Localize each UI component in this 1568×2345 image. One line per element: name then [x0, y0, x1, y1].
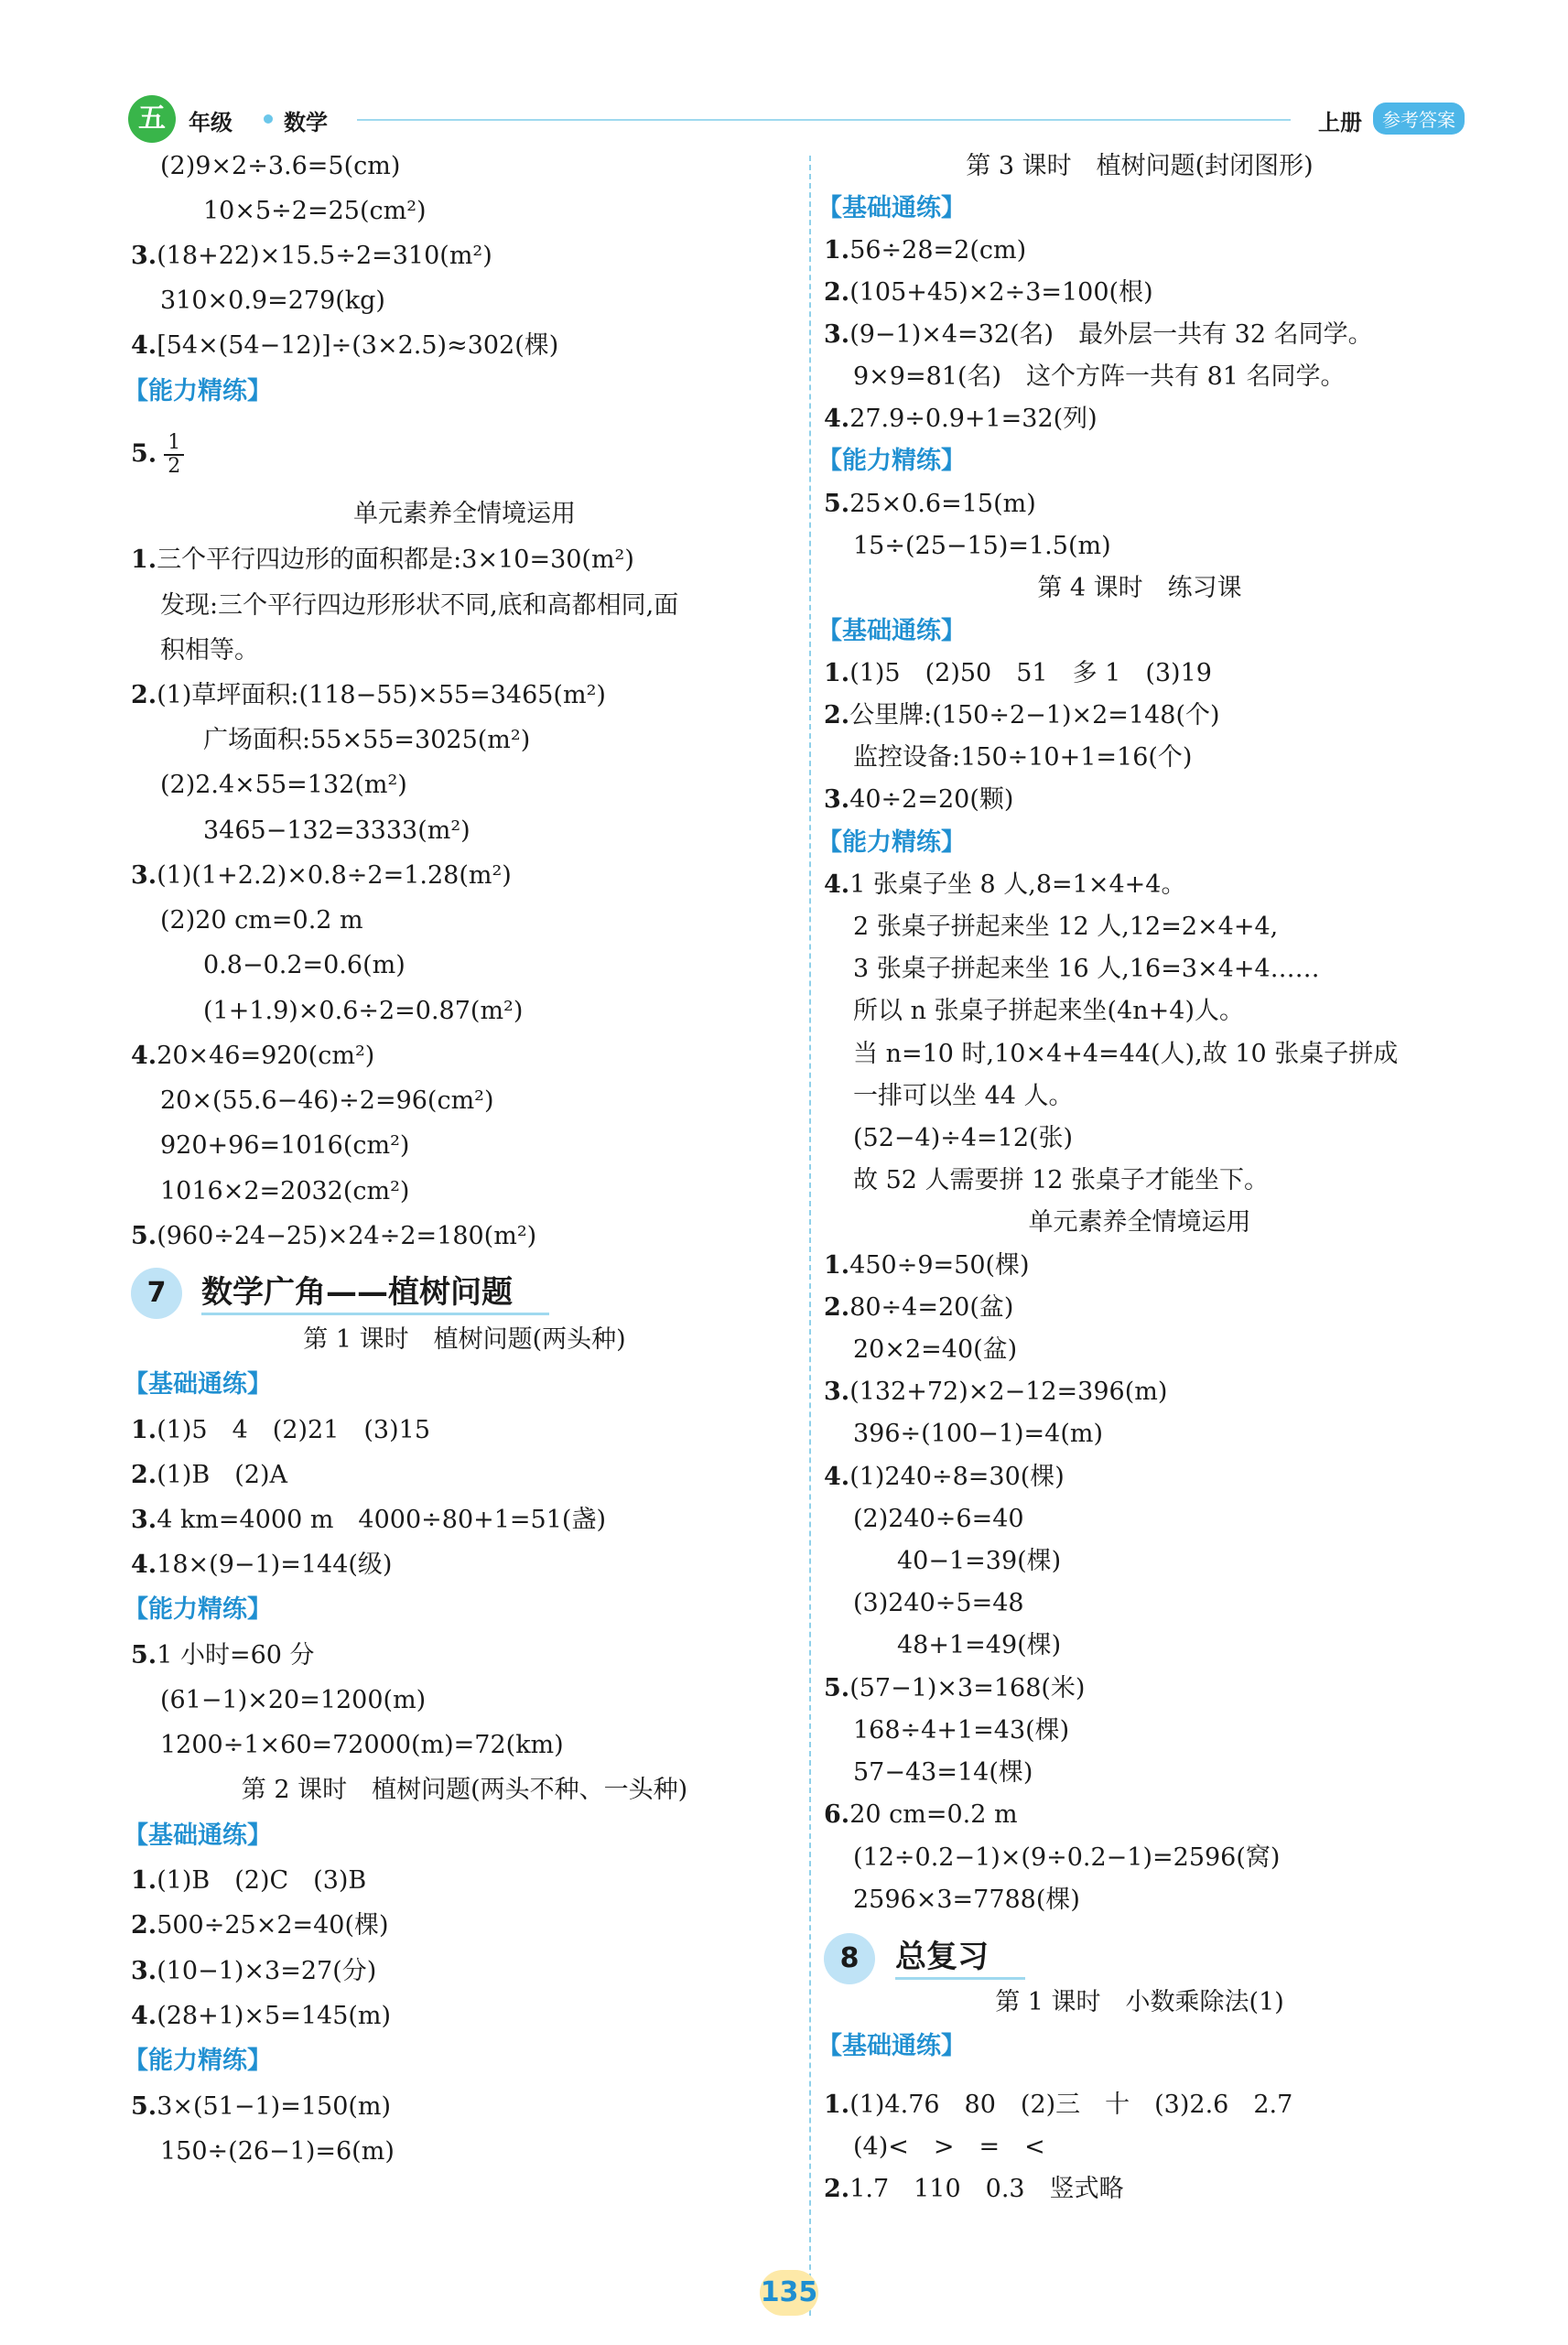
answer-text: (1)(1+2.2)×0.8÷2=1.28(m²) — [157, 861, 512, 890]
answer-text: 27.9÷0.9+1=32(列) — [849, 405, 1098, 433]
section-heading: 【能力精练】 — [124, 377, 272, 405]
answer-item-1 — [824, 1249, 1030, 1282]
answer-text: (28+1)×5=145(m) — [157, 2002, 392, 2030]
answer-item-5 — [131, 432, 184, 478]
answer-line: (61−1)×20=1200(m) — [160, 1686, 427, 1714]
answer-text: 三个平行四边形的面积都是:3×10=30(m²) — [157, 546, 634, 574]
answer-line: (2)2.4×55=132(m²) — [160, 771, 407, 799]
answer-text: 40÷2=20(颗) — [849, 785, 1014, 814]
item-number: 1. — [824, 1251, 850, 1280]
answer-text: 4 km=4000 m 4000÷80+1=51(盏) — [157, 1506, 606, 1534]
answer-item-2 — [131, 1459, 287, 1492]
answer-item-4 — [824, 403, 1098, 436]
section-heading: 【能力精练】 — [124, 2047, 272, 2075]
page-header — [128, 95, 1474, 146]
answer-item-3 — [824, 783, 1013, 816]
answer-line: (2)9×2÷3.6=5(cm) — [160, 152, 401, 180]
answer-line: 一排可以坐 44 人。 — [853, 1082, 1074, 1110]
lesson-title: 第 3 课时 植树问题(封闭图形) — [966, 152, 1314, 180]
answer-line: 310×0.9=279(kg) — [160, 286, 385, 315]
answer-text: (1)4.76 80 (2)三 十 (3)2.6 2.7 — [849, 2091, 1293, 2119]
page-number: 135 — [760, 2270, 818, 2316]
item-number: 5. — [824, 1674, 850, 1702]
item-number: 2. — [824, 1293, 850, 1322]
answer-item-2 — [131, 679, 606, 712]
answer-item-3 — [824, 319, 1373, 351]
answer-line: 2 张桌子拼起来坐 12 人,12=2×4+4, — [853, 913, 1279, 941]
answer-item-5 — [824, 488, 1036, 521]
item-number: 2. — [824, 701, 850, 729]
answer-line: 20×2=40(盆) — [853, 1335, 1018, 1364]
answer-line: 920+96=1016(cm²) — [160, 1131, 410, 1160]
answer-line: 0.8−0.2=0.6(m) — [203, 951, 406, 979]
section-heading: 【基础通练】 — [817, 194, 966, 222]
item-number: 1. — [824, 659, 850, 687]
answer-line: 积相等。 — [160, 636, 259, 665]
item-number: 2. — [824, 2175, 850, 2203]
answer-line: 48+1=49(棵) — [897, 1631, 1062, 1659]
volume-label: 上册 — [1318, 110, 1362, 135]
answer-text: 80÷4=20(盆) — [849, 1293, 1014, 1322]
item-number: 2. — [131, 1911, 157, 1940]
answer-line: 所以 n 张桌子拼起来坐(4n+4)人。 — [853, 997, 1244, 1025]
item-number: 1. — [824, 2091, 850, 2119]
answer-text: (1)5 4 (2)21 (3)15 — [157, 1416, 430, 1444]
answer-item-4 — [824, 869, 1185, 902]
item-number: 3. — [824, 320, 850, 349]
answer-text: 20 cm=0.2 m — [849, 1800, 1018, 1829]
answer-line: 2596×3=7788(棵) — [853, 1886, 1080, 1914]
item-number: 3. — [131, 861, 157, 890]
answer-item-4 — [131, 1040, 374, 1073]
item-number: 3. — [824, 1378, 850, 1406]
item-number: 4. — [824, 405, 850, 433]
fraction-numerator: 1 — [164, 432, 184, 456]
answer-text: 3×(51−1)=150(m) — [157, 2092, 392, 2121]
answer-item-3 — [131, 859, 512, 892]
answer-line: (3)240÷5=48 — [853, 1589, 1024, 1617]
chapter-title: 数学广角——植树问题 — [201, 1272, 549, 1315]
answer-text: (9−1)×4=32(名) 最外层一共有 32 名同学。 — [849, 320, 1373, 349]
item-number: 2. — [131, 681, 157, 709]
item-number: 5. — [824, 490, 850, 518]
header-rule — [357, 119, 1291, 121]
item-number: 3. — [131, 242, 157, 270]
item-number: 3. — [131, 1506, 157, 1534]
answer-item-4 — [824, 1461, 1065, 1494]
answer-line: (12÷0.2−1)×(9÷0.2−1)=2596(窝) — [853, 1843, 1281, 1872]
answer-text: 20×46=920(cm²) — [157, 1042, 375, 1070]
answer-item-2 — [131, 1909, 389, 1942]
answer-text: 25×0.6=15(m) — [849, 490, 1036, 518]
item-number: 5. — [131, 1222, 157, 1250]
column-divider — [809, 156, 811, 2316]
answer-item-5 — [131, 2091, 391, 2123]
item-number: 4. — [824, 870, 850, 899]
item-number: 5. — [131, 2092, 157, 2121]
answer-item-3 — [131, 1504, 606, 1537]
answer-item-5 — [131, 1639, 315, 1672]
lesson-title: 第 2 课时 植树问题(两头不种、一头种) — [241, 1776, 688, 1804]
answer-line: 发现:三个平行四边形形状不同,底和高都相同,面 — [160, 591, 679, 620]
section-heading: 【能力精练】 — [817, 447, 966, 475]
item-number: 2. — [824, 278, 850, 307]
answer-line: 20×(55.6−46)÷2=96(cm²) — [160, 1086, 494, 1115]
answer-line: 168÷4+1=43(棵) — [853, 1716, 1070, 1745]
answer-line: (1+1.9)×0.6÷2=0.87(m²) — [203, 997, 524, 1025]
answer-text: 56÷28=2(cm) — [849, 236, 1027, 265]
answer-text: 1 小时=60 分 — [157, 1641, 315, 1670]
answer-line: 1016×2=2032(cm²) — [160, 1177, 410, 1205]
unit-review-title: 单元素养全情境运用 — [353, 500, 576, 528]
answer-text: (57−1)×3=168(米) — [849, 1674, 1086, 1702]
answer-item-1 — [824, 234, 1026, 267]
answer-text: (1)240÷8=30(棵) — [849, 1463, 1065, 1491]
item-number: 3. — [131, 1957, 157, 1985]
answer-item-5 — [824, 1672, 1085, 1705]
answer-line: 40−1=39(棵) — [897, 1547, 1062, 1575]
answer-text: (1)B (2)C (3)B — [157, 1866, 367, 1895]
fraction-denominator: 2 — [168, 455, 181, 478]
section-heading: 【基础通练】 — [124, 1821, 272, 1850]
answer-text: (1)5 (2)50 51 多 1 (3)19 — [849, 659, 1212, 687]
answer-key-tag: 参考答案 — [1373, 103, 1465, 135]
item-number: 1. — [131, 546, 157, 574]
item-number: 6. — [824, 1800, 850, 1829]
answer-line: (2)20 cm=0.2 m — [160, 906, 363, 935]
answer-item-3 — [131, 240, 492, 273]
section-heading: 【基础通练】 — [817, 2032, 966, 2060]
item-number: 4. — [824, 1463, 850, 1491]
answer-item-1 — [824, 657, 1212, 690]
answer-line: 396÷(100−1)=4(m) — [853, 1420, 1104, 1448]
answer-line: (2)240÷6=40 — [853, 1505, 1024, 1533]
answer-text: [54×(54−12)]÷(3×2.5)≈302(棵) — [157, 331, 559, 360]
answer-item-6 — [824, 1799, 1018, 1832]
answer-item-2 — [824, 276, 1153, 309]
item-number: 4. — [131, 1042, 157, 1070]
answer-text: (10−1)×3=27(分) — [157, 1957, 377, 1985]
item-number: 5. — [131, 1641, 157, 1670]
answer-text: (1)草坪面积:(118−55)×55=3465(m²) — [157, 681, 606, 709]
answer-line: 当 n=10 时,10×4+4=44(人),故 10 张桌子拼成 — [853, 1040, 1399, 1068]
answer-text: 公里牌:(150÷2−1)×2=148(个) — [849, 701, 1220, 729]
answer-line: 150÷(26−1)=6(m) — [160, 2137, 395, 2166]
item-number: 1. — [824, 236, 850, 265]
chapter-number-badge: 8 — [824, 1933, 875, 1984]
item-number: 4. — [131, 331, 157, 360]
answer-item-3 — [131, 1955, 376, 1988]
answer-item-2 — [824, 699, 1220, 732]
lesson-title: 第 1 课时 植树问题(两头种) — [303, 1325, 626, 1354]
answer-item-4 — [131, 330, 558, 362]
subject-label: 数学 — [284, 110, 328, 135]
section-heading: 【能力精练】 — [817, 828, 966, 857]
answer-line: 广场面积:55×55=3025(m²) — [203, 726, 531, 754]
answer-line: 故 52 人需要拼 12 张桌子才能坐下。 — [853, 1166, 1270, 1194]
answer-line: 9×9=81(名) 这个方阵一共有 81 名同学。 — [853, 362, 1346, 391]
answer-text: 450÷9=50(棵) — [849, 1251, 1030, 1280]
answer-text: (18+22)×15.5÷2=310(m²) — [157, 242, 492, 270]
section-heading: 【基础通练】 — [124, 1370, 272, 1399]
answer-item-4 — [131, 2000, 391, 2033]
answer-text: 1 张桌子坐 8 人,8=1×4+4。 — [849, 870, 1186, 899]
item-number: 4. — [131, 2002, 157, 2030]
chapter-title: 总复习 — [895, 1937, 1025, 1980]
answer-text: 18×(9−1)=144(级) — [157, 1551, 393, 1579]
answer-text: 1.7 110 0.3 竖式略 — [849, 2175, 1124, 2203]
lesson-title: 第 4 课时 练习课 — [1037, 574, 1242, 602]
answer-line: 3465−132=3333(m²) — [203, 816, 470, 845]
answer-item-1 — [131, 1414, 430, 1447]
answer-text: (960÷24−25)×24÷2=180(m²) — [157, 1222, 537, 1250]
answer-line: (4)< > = < — [853, 2133, 1045, 2161]
answer-line: 10×5÷2=25(cm²) — [203, 197, 427, 225]
answer-text: 500÷25×2=40(棵) — [157, 1911, 389, 1940]
item-number: 5. — [131, 439, 157, 469]
answer-item-1 — [824, 2089, 1292, 2122]
section-heading: 【能力精练】 — [124, 1595, 272, 1624]
answer-line: 1200÷1×60=72000(m)=72(km) — [160, 1731, 564, 1759]
item-number: 1. — [131, 1866, 157, 1895]
answer-text: (1)B (2)A — [157, 1461, 288, 1489]
fraction — [164, 432, 184, 478]
answer-line: 监控设备:150÷10+1=16(个) — [853, 743, 1193, 772]
lesson-title: 第 1 课时 小数乘除法(1) — [995, 1988, 1284, 2016]
answer-item-1 — [131, 1864, 366, 1897]
grade-badge: 五 — [128, 95, 176, 143]
chapter-number-badge: 7 — [131, 1268, 182, 1319]
separator-dot-icon — [264, 114, 273, 124]
answer-item-4 — [131, 1549, 392, 1582]
answer-item-3 — [824, 1376, 1167, 1409]
section-heading: 【基础通练】 — [817, 617, 966, 645]
item-number: 2. — [131, 1461, 157, 1489]
answer-item-2 — [824, 1291, 1013, 1324]
unit-review-title: 单元素养全情境运用 — [1028, 1208, 1251, 1237]
answer-item-2 — [824, 2173, 1124, 2206]
answer-item-5 — [131, 1220, 536, 1253]
item-number: 1. — [131, 1416, 157, 1444]
answer-text: (105+45)×2÷3=100(根) — [849, 278, 1153, 307]
answer-line: (52−4)÷4=12(张) — [853, 1124, 1074, 1152]
grade-label: 年级 — [189, 110, 232, 135]
answer-line: 57−43=14(棵) — [853, 1758, 1033, 1787]
answer-line: 3 张桌子拼起来坐 16 人,16=3×4+4…… — [853, 955, 1320, 983]
answer-text: (132+72)×2−12=396(m) — [849, 1378, 1168, 1406]
answer-item-1 — [131, 544, 634, 577]
answer-line: 15÷(25−15)=1.5(m) — [853, 532, 1111, 560]
item-number: 3. — [824, 785, 850, 814]
item-number: 4. — [131, 1551, 157, 1579]
